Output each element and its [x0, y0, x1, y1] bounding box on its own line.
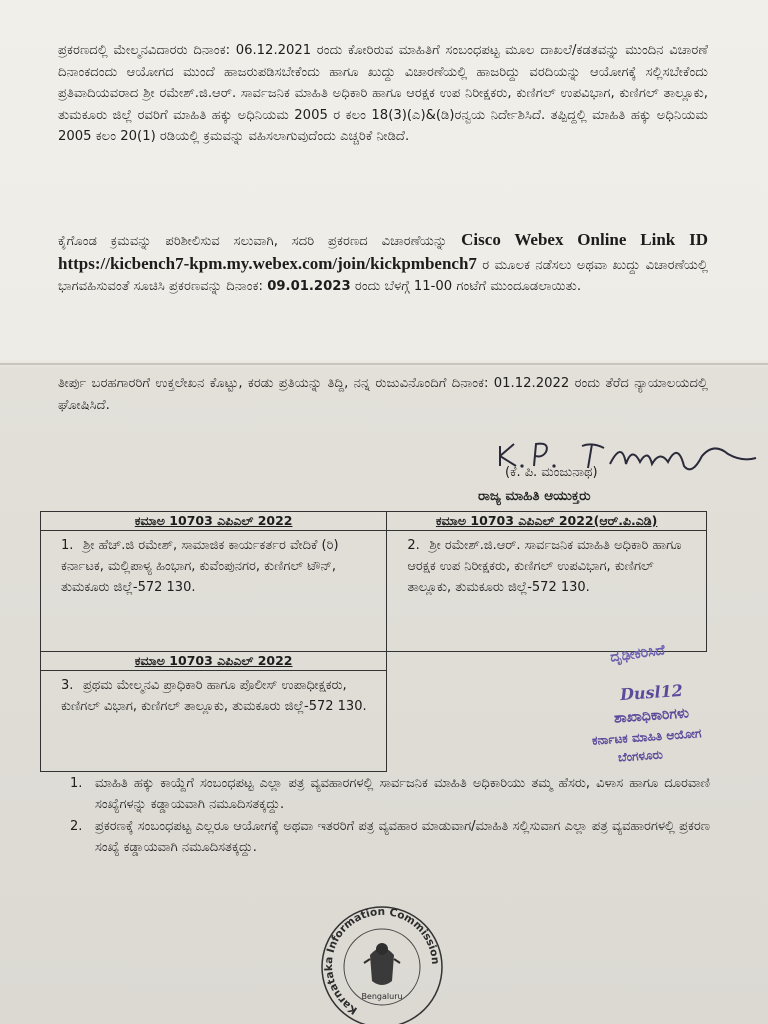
- hearing-date: 09.01.2023: [267, 279, 351, 294]
- seal-bottom-text: Bengaluru: [361, 992, 403, 1001]
- party-address-2: ಶ್ರೀ ರಮೇಶ್.ಜಿ.ಆರ್. ಸಾರ್ವಜನಿಕ ಮಾಹಿತಿ ಅಧಿಕಾರಿ ಹಾಗೂ ಆರಕ್ಷಕ ಉಪ ನಿರೀಕ್ಷಕರು, ಕುಣಿಗಲ್ ಉಪವಿಭಾಗ, ಕುಣಿಗಲ್ ತಾಲ್ಲೂಕು, ತುಮಕೂರು ಜಿಲ್ಲೆ-572 130.: [407, 538, 682, 595]
- stamp-initials: Dusl12: [619, 680, 684, 705]
- party-cell-3: [41, 671, 387, 772]
- webex-link: Cisco Webex Online Link ID https://kicbench7-kpm.my.webex.com/join/kickpmbench7: [58, 230, 708, 273]
- party-cell-2: [387, 531, 707, 652]
- signatory-title: ರಾಜ್ಯ ಮಾಹಿತಿ ಆಯುಕ್ತರು: [478, 488, 591, 504]
- note-number: 1.: [70, 776, 83, 791]
- stamp-commission: ಕರ್ನಾಟಕ ಮಾಹಿತಿ ಆಯೋಗ: [591, 726, 702, 748]
- order-paragraph-pronounced: ತೀರ್ಪು ಬರಹಗಾರರಿಗೆ ಉಕ್ತಲೇಖನ ಕೊಟ್ಟು, ಕರಡು ಪ್ರತಿಯನ್ನು ತಿದ್ದಿ, ನನ್ನ ರುಜುವಿನೊಂದಿಗೆ ದಿನಾಂಕ: 01.12.2022 ರಂದು ತೆರೆದ ನ್ಯಾಯಾಲಯದಲ್ಲಿ ಘೋಷಿಸಿದೆ.: [58, 376, 708, 413]
- party-address-3: ಪ್ರಥಮ ಮೇಲ್ಮನವಿ ಪ್ರಾಧಿಕಾರಿ ಹಾಗೂ ಪೊಲೀಸ್ ಉಪಾಧೀಕ್ಷಕರು, ಕುಣಿಗಲ್ ವಿಭಾಗ, ಕುಣಿಗಲ್ ತಾಲ್ಲೂಕು, ತುಮಕೂರು ಜಿಲ್ಲೆ-572 130.: [61, 678, 367, 714]
- party-header-2: ಕಮಾಅ 10703 ಎಪಿಎಲ್ 2022(ಆರ್.ಪಿ.ಎಡಿ): [387, 512, 707, 531]
- party-cell-1: [41, 531, 387, 652]
- party-header-3: ಕಮಾಅ 10703 ಎಪಿಎಲ್ 2022: [41, 652, 387, 671]
- emblem-icon: [364, 943, 400, 985]
- notes-list: [70, 773, 710, 859]
- party-address-1: ಶ್ರೀ ಹೆಚ್.ಜಿ ರಮೇಶ್, ಸಾಮಾಜಿಕ ಕಾರ್ಯಕರ್ತರ ವೇದಿಕೆ (ರಿ) ಕರ್ನಾಟಕ, ಮಲ್ಲಿಪಾಳ್ಯ ಹಿಂಭಾಗ, ಕುವೆಂಪುನಗರ, ಕುಣಿಗಲ್ ಟೌನ್, ತುಮಕೂರು ಜಿಲ್ಲೆ-572 130.: [61, 538, 339, 595]
- hearing-text-end: ರಂದು ಬೆಳಗ್ಗೆ 11-00 ಗಂಟೆಗೆ ಮುಂದೂಡಲಾಯಿತು.: [354, 279, 582, 294]
- party-header-1: ಕಮಾಅ 10703 ಎಪಿಎಲ್ 2022: [41, 512, 387, 531]
- paper-fold: [0, 363, 768, 365]
- party-number-2: 2.: [407, 538, 420, 553]
- hearing-text-after: ರ ಮೂಲಕ ನಡೆಸಲು ಅಥವಾ ಖುದ್ದು ವಿಚಾರಣೆಯಲ್ಲಿ ಭಾಗವಹಿಸುವಂತೆ ಸೂಚಿಸಿ ಪ್ರಕರಣವನ್ನು ದಿನಾಂಕ:: [58, 257, 708, 294]
- note-item: [70, 816, 710, 858]
- note-number: 2.: [70, 819, 83, 834]
- order-paragraph-directions: ಪ್ರಕರಣದಲ್ಲಿ ಮೇಲ್ಮನವಿದಾರರು ದಿನಾಂಕ: 06.12.2021 ರಂದು ಕೋರಿರುವ ಮಾಹಿತಿಗೆ ಸಂಬಂಧಪಟ್ಟ ಮೂಲ ದಾಖಲೆ/ಕಡತವನ್ನು ಮುಂದಿನ ವಿಚಾರಣೆ ದಿನಾಂಕದಂದು ಆಯೋಗದ ಮುಂದೆ ಹಾಜರುಪಡಿಸಬೇಕೆಂದು ಹಾಗೂ ಖುದ್ದು ವಿಚಾರಣೆಯಲ್ಲಿ ಹಾಜರಿದ್ದು ವರದಿಯನ್ನು ಆಯೋಗಕ್ಕೆ ಸಲ್ಲಿಸಬೇಕೆಂದು ಪ್ರತಿವಾದಿಯವರಾದ ಶ್ರೀ ರಮೇಶ್.ಜಿ.ಆರ್. ಸಾರ್ವಜನಿಕ ಮಾಹಿತಿ ಅಧಿಕಾರಿ ಹಾಗೂ ಆರಕ್ಷಕ ಉಪ ನಿರೀಕ್ಷಕರು, ಕುಣಿಗಲ್ ಉಪವಿಭಾಗ, ಕುಣಿಗಲ್ ತಾಲ್ಲೂಕು, ತುಮಕೂರು ಜಿಲ್ಲೆ ರವರಿಗೆ ಮಾಹಿತಿ ಹಕ್ಕು ಅಧಿನಿಯಮ 2005 ರ ಕಲಂ 18(3)(ಎ)&(ಡಿ)ರನ್ವಯ ನಿರ್ದೇಶಿಸಿದೆ. ತಪ್ಪಿದ್ದಲ್ಲಿ ಮಾಹಿತಿ ಹಕ್ಕು ಅಧಿನಿಯಮ 2005 ಕಲಂ 20(1) ರಡಿಯಲ್ಲಿ ಕ್ರಮವನ್ನು ವಹಿಸಲಾಗುವುದೆಂದು ಎಚ್ಚರಿಕೆ ನೀಡಿದೆ.: [58, 43, 708, 144]
- hearing-text-before: ಕೈಗೊಂಡ ಕ್ರಮವನ್ನು ಪರಿಶೀಲಿಸುವ ಸಲುವಾಗಿ, ಸದರಿ ಪ್ರಕರಣದ ವಿಚಾರಣೆಯನ್ನು: [58, 234, 448, 249]
- stamp-city: ಬೆಂಗಳೂರು: [617, 747, 664, 765]
- note-text: ಮಾಹಿತಿ ಹಕ್ಕು ಕಾಯ್ದೆಗೆ ಸಂಬಂಧಪಟ್ಟ ಎಲ್ಲಾ ಪತ್ರ ವ್ಯವಹಾರಗಳಲ್ಲಿ ಸಾರ್ವಜನಿಕ ಮಾಹಿತಿ ಅಧಿಕಾರಿಯು ತಮ್ಮ ಹೆಸರು, ವಿಳಾಸ ಹಾಗೂ ದೂರವಾಣಿ ಸಂಖ್ಯೆಗಳನ್ನು ಕಡ್ಡಾಯವಾಗಿ ನಮೂದಿಸತಕ್ಕದ್ದು.: [95, 776, 710, 812]
- note-text: ಪ್ರಕರಣಕ್ಕೆ ಸಂಬಂಧಪಟ್ಟ ಎಲ್ಲರೂ ಆಯೋಗಕ್ಕೆ ಅಥವಾ ಇತರರಿಗೆ ಪತ್ರ ವ್ಯವಹಾರ ಮಾಡುವಾಗ/ಮಾಹಿತಿ ಸಲ್ಲಿಸುವಾಗ ಎಲ್ಲಾ ಪತ್ರ ವ್ಯವಹಾರಗಳಲ್ಲಿ ಪ್ರಕರಣ ಸಂಖ್ಯೆ ಕಡ್ಡಾಯವಾಗಿ ನಮೂದಿಸತಕ್ಕದ್ದು.: [95, 819, 710, 855]
- signatory-name: (ಕೆ. ಪಿ. ಮಂಜುನಾಥ): [505, 465, 598, 480]
- stamp-section-officer: ಶಾಖಾಧಿಕಾರಿಗಳು: [613, 705, 690, 727]
- party-number-1: 1.: [61, 538, 74, 553]
- seal-ring-text: Karnataka Information Commission: [322, 905, 442, 1017]
- party-number-3: 3.: [61, 678, 74, 693]
- commission-seal: [318, 903, 446, 1024]
- stamp-certified: ದೃಢೀಕರಿಸಿದೆ: [609, 642, 667, 666]
- order-paragraph-hearing: [58, 229, 708, 298]
- note-item: [70, 773, 710, 815]
